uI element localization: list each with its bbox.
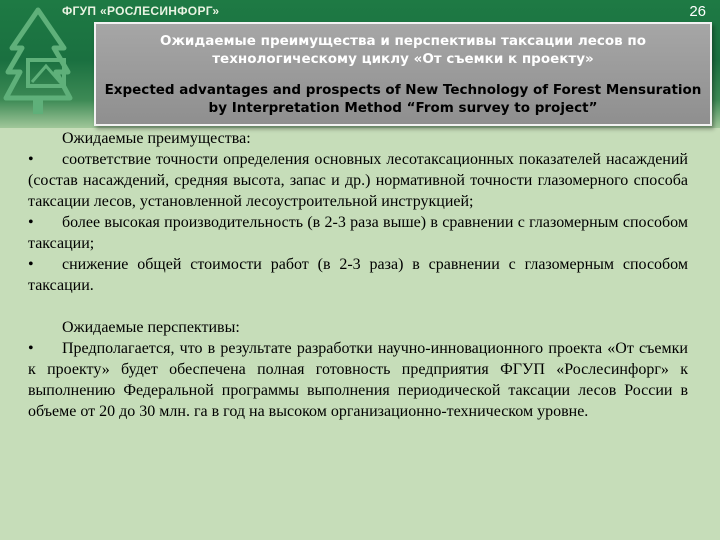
bullet-marker: • [28,256,34,273]
title-english: Expected advantages and prospects of New Technology of Forest Mensuration by Interpretation Method “From survey to project” [104,82,702,116]
organization-name: ФГУП «РОСЛЕСИНФОРГ» [62,4,220,18]
advantage-item-1: соответствие точности определения основных лесотаксационных показателей насаждений (состав насаждений, средняя высота, запас и др.) нормативной точности глазомерного способа таксации лесов, установленной лесоустроительной инструкцией; [28,151,688,210]
title-box [94,22,712,126]
title-russian: Ожидаемые преимущества и перспективы таксации лесов по технологическому циклу «От съемки к проекту» [159,33,647,67]
spacer [28,296,688,317]
page-number: 26 [689,3,706,20]
prospect-item-1: Предполагается, что в результате разработки научно-инновационного проекта «От съемки к проекту» будет обеспечена полная готовность предприятия ФГУП «Рослесинфорг» к выполнению Федеральной программы выполнения периодической таксации лесов России в объеме от 20 до 30 млн. га в год на высоком организационно-техническом уровне. [28,340,688,420]
list-item [28,212,688,254]
advantage-item-2: более высокая производительность (в 2-3 раза выше) в сравнении с глазомерным способом таксации; [28,214,688,252]
list-item [28,149,688,212]
bullet-marker: • [28,151,34,168]
advantage-item-3: снижение общей стоимости работ (в 2-3 раза) в сравнении с глазомерным способом таксации. [28,256,688,294]
list-item [28,338,688,422]
prospects-heading: Ожидаемые перспективы: [62,319,240,336]
slide-content [28,128,688,422]
advantages-heading: Ожидаемые преимущества: [62,130,251,147]
bullet-marker: • [28,214,34,231]
list-item [28,254,688,296]
bullet-marker: • [28,340,34,357]
